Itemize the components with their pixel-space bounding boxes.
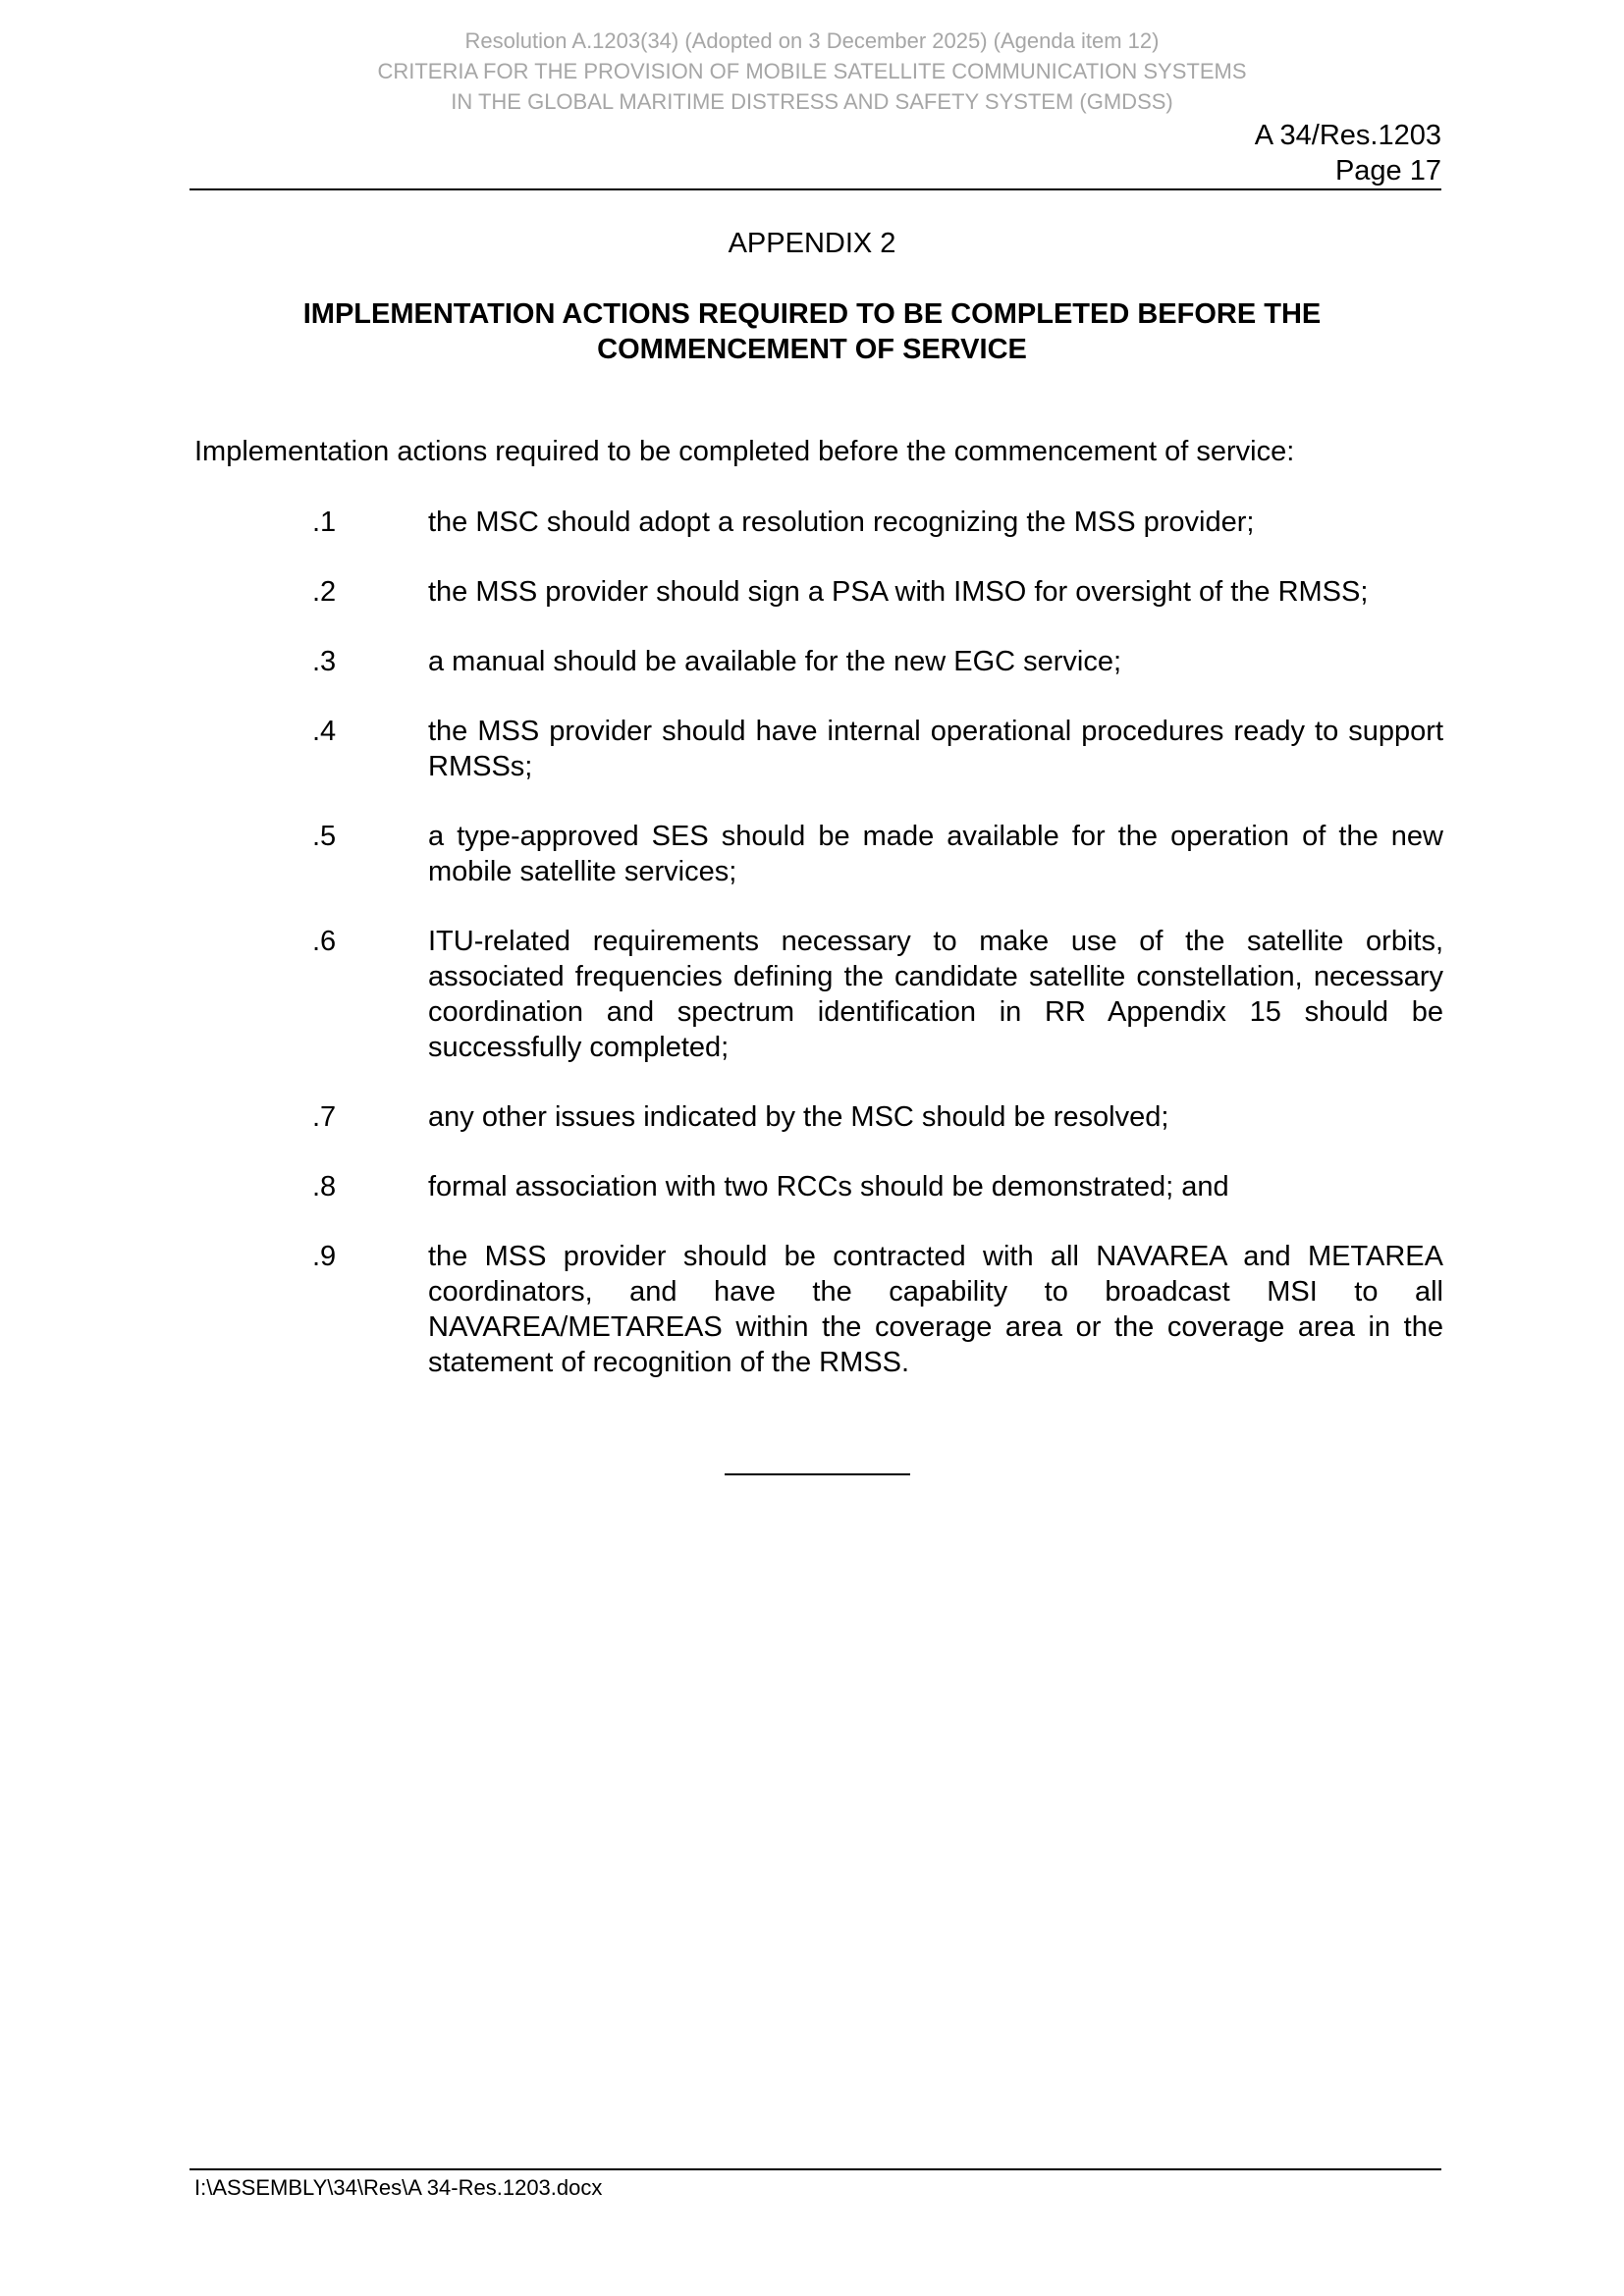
item-text: the MSS provider should sign a PSA with IMSO for oversight of the RMSS;: [428, 576, 1369, 608]
footer-divider: [189, 2168, 1441, 2170]
item-text: ITU-related requirements necessary to make use of the satellite orbits, associated frequencies defining the candidate satellite constellation, necessary coordination and spectrum identification in RR Appendix 15 should be successfully completed;: [428, 926, 1443, 1063]
page-header: [1255, 118, 1441, 188]
footer-file-path: I:\ASSEMBLY\34\Res\A 34-Res.1203.docx: [194, 2175, 603, 2200]
item-number: .7: [312, 1101, 337, 1133]
list-item: [194, 1169, 1443, 1204]
appendix-label: APPENDIX 2: [728, 228, 896, 259]
item-text: any other issues indicated by the MSC should be resolved;: [428, 1101, 1169, 1133]
list-item: [194, 644, 1443, 679]
item-number: .8: [312, 1171, 337, 1202]
item-number: .4: [312, 716, 337, 747]
item-text: the MSC should adopt a resolution recognizing the MSS provider;: [428, 507, 1255, 538]
item-number: .3: [312, 646, 337, 677]
page-number: Page 17: [1334, 155, 1441, 187]
item-text: the MSS provider should be contracted with all NAVAREA and METAREA coordinators, and have the capability to broadcast MSI to all NAVAREA/METAREAS within the coverage area or the coverage area in the statement of recognition of the RMSS.: [428, 1241, 1443, 1378]
list-item: [194, 1099, 1443, 1135]
list-item: [194, 505, 1443, 540]
item-text: a manual should be available for the new EGC service;: [428, 646, 1122, 677]
document-watermark: [0, 26, 1624, 117]
watermark-line-2: CRITERIA FOR THE PROVISION OF MOBILE SATELLITE COMMUNICATION SYSTEMS: [377, 59, 1247, 83]
watermark-line-1: Resolution A.1203(34) (Adopted on 3 December 2025) (Agenda item 12): [464, 28, 1160, 53]
list-item: [194, 1239, 1443, 1380]
item-number: .6: [312, 926, 337, 957]
intro-paragraph: Implementation actions required to be completed before the commencement of service:: [194, 436, 1295, 467]
list-item: [194, 819, 1443, 889]
watermark-line-3: IN THE GLOBAL MARITIME DISTRESS AND SAFETY SYSTEM (GMDSS): [451, 89, 1173, 114]
item-number: .5: [312, 821, 337, 852]
header-divider: [189, 188, 1441, 190]
item-text: a type-approved SES should be made available for the operation of the new mobile satellite services;: [428, 821, 1443, 887]
appendix-title: IMPLEMENTATION ACTIONS REQUIRED TO BE COMPLETED BEFORE THE COMMENCEMENT OF SERVICE: [302, 298, 1322, 365]
item-number: .2: [312, 576, 337, 608]
list-item: [194, 714, 1443, 784]
item-text: the MSS provider should have internal operational procedures ready to support RMSSs;: [428, 716, 1443, 782]
list-item: [194, 924, 1443, 1065]
item-text: formal association with two RCCs should be demonstrated; and: [428, 1171, 1229, 1202]
list-item: [194, 574, 1443, 610]
actions-list: [194, 505, 1443, 1415]
document-reference: A 34/Res.1203: [1254, 120, 1441, 151]
end-of-document-rule: [725, 1473, 910, 1475]
item-number: .1: [312, 507, 337, 538]
item-number: .9: [312, 1241, 337, 1272]
